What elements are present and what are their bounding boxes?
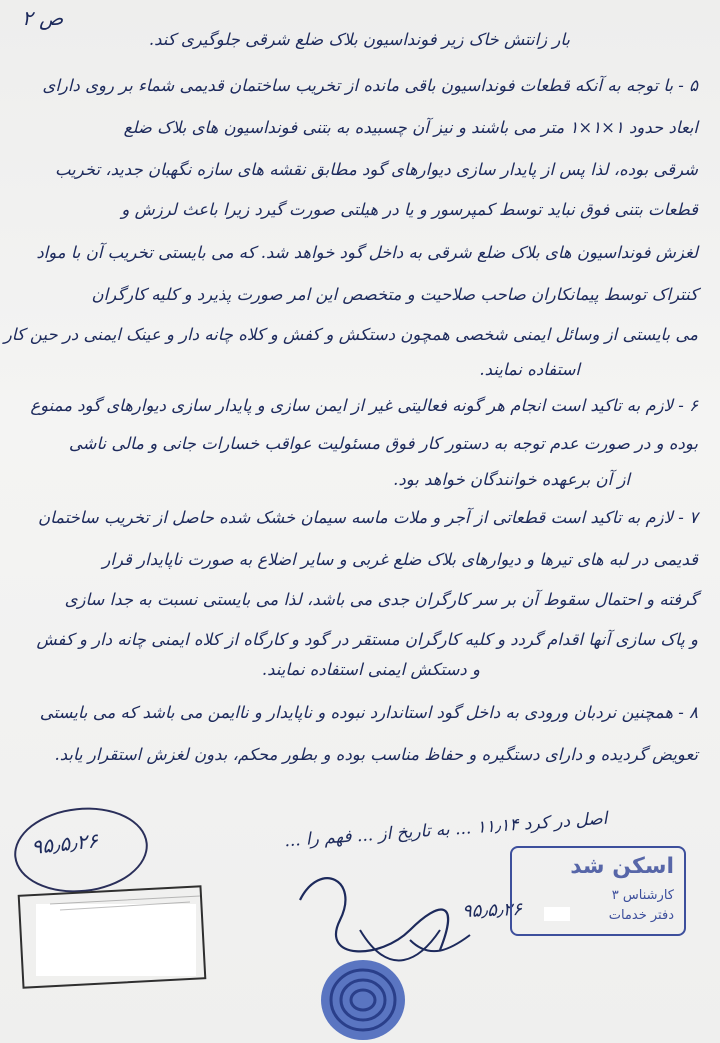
text-line: لغزش فونداسیون های بلاک ضلع شرقی به داخل گود خواهد شد. که می بایستی تخریب آن با مواد [36,243,698,262]
text-line: ۷ - لازم به تاکید است قطعاتی از آجر و ملات ماسه سیمان خشک شده حاصل از تخریب ساختمان [38,508,698,527]
handwritten-date: ۹۵٫۵٫۲۶ [461,898,523,923]
notary-stamp-line3: دفتر خدمات [608,908,674,923]
circle-stamp-date: ۹۵٫۵٫۲۶ [30,828,100,860]
text-line: قطعات بتنی فوق نباید توسط کمپرسور و یا در هیلتی صورت گیرد زیرا باعث لرزش و [121,200,698,219]
text-line: و پاک سازی آنها اقدام گردد و کلیه کارگران مستقر در گود و کارگاه از کلاه ایمنی چانه دار و کفش [36,630,698,649]
notary-stamp-title: اسکن شد [570,854,674,879]
text-line: گرفته و احتمال سقوط آن بر سر کارگران جدی می باشد، لذا می بایستی نسبت به جدا سازی [64,590,698,609]
text-line: می بایستی از وسائل ایمنی شخصی همچون دستکش و کفش و کلاه چانه دار و عینک ایمنی در حین کار [3,325,698,344]
text-line: ۵ - با توجه به آنکه قطعات فونداسیون باقی مانده از تخریب ساختمان قدیمی شماء بر روی دارای [42,76,698,95]
text-line: از آن برعهده خوانندگان خواهد بود. [393,470,630,489]
fingerprint-icon [318,955,408,1043]
text-line: قدیمی در لبه های تیرها و دیوارهای بلاک ضلع غربی و سایر اضلاع به صورت ناپایدار قرار [102,550,698,569]
notary-stamp-line2: کارشناس ۳ [611,888,674,903]
closing-note: اصل در کرد ۱۱٫۱۴ ... به تاریخ از ... فهم را ... [283,808,609,852]
text-line: ابعاد حدود ۱×۱×۱ متر می باشند و نیز آن چسبیده به بتنی فونداسیون های بلاک ضلع [123,118,698,137]
notary-stamp [510,846,686,936]
text-line: شرقی بوده، لذا پس از پایدار سازی دیوارهای گود مطابق نقشه های سازه نگهبان جدید، تخریب [54,160,698,179]
text-line: بوده و در صورت عدم توجه به دستور کار فوق مسئولیت عواقب خسارات جانی و مالی ناشی [68,434,698,453]
text-line: کنتراک توسط پیمانکاران صاحب صلاحیت و متخصص این امر صورت پذیرد و کلیه کارگران [91,285,698,304]
text-line: تعویض گردیده و دارای دستگیره و حفاظ مناسب بوده و بطور محکم، بدون لغزش استقرار یابد. [54,745,698,764]
redaction-box [544,907,570,921]
text-line: و دستکش ایمنی استفاده نمایند. [261,660,480,679]
text-line: بار زانتش خاک زیر فونداسیون بلاک ضلع شرقی جلوگیری کند. [148,30,570,49]
text-line: ۸ - همچنین نردبان ورودی به داخل گود استاندارد نبوده و ناپایدار و ناایمن می باشد که می بایستی [39,703,698,722]
text-line: ۶ - لازم به تاکید است انجام هر گونه فعالیتی غیر از ایمن سازی و پایدار سازی دیوارهای گود ممنوع [30,396,698,415]
text-line: استفاده نمایند. [479,360,580,379]
page-number: ص ۲ [22,6,64,30]
